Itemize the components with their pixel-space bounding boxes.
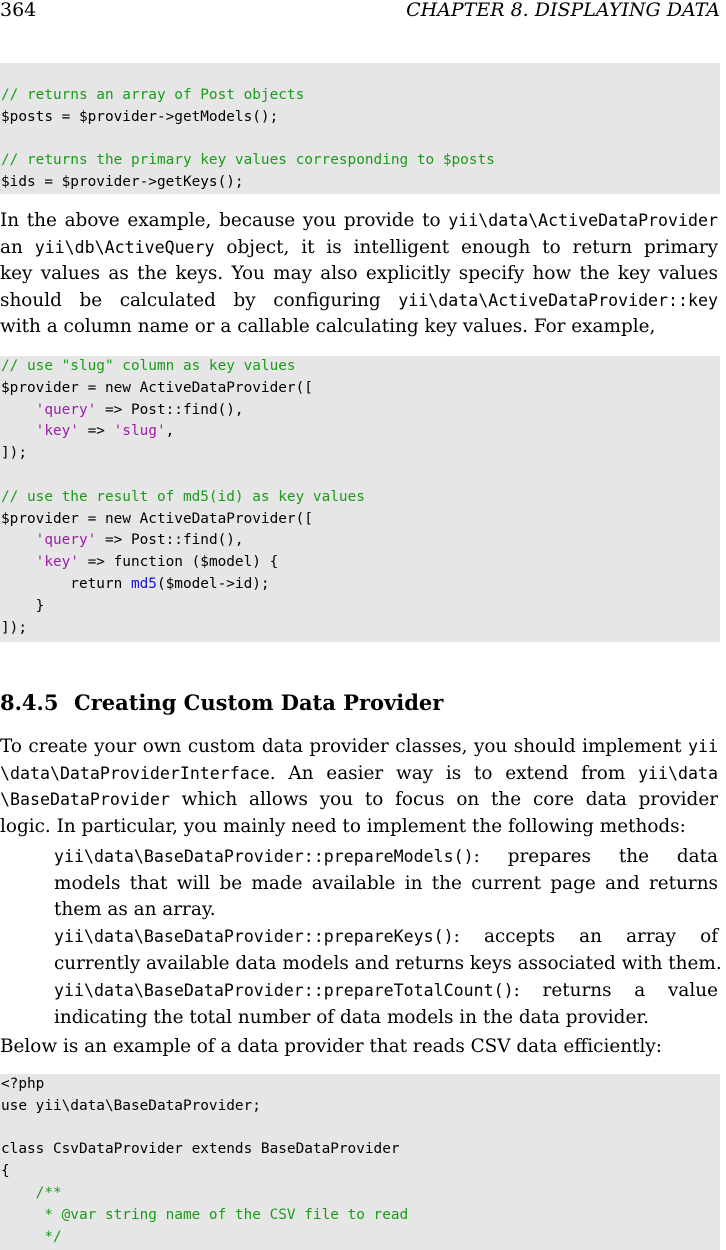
code-token <box>1 554 36 570</box>
text-line <box>0 288 718 315</box>
code-block-key-config <box>0 356 720 642</box>
inline-code[interactable]: \data\DataProviderInterface <box>0 763 270 783</box>
text-line <box>0 814 718 841</box>
code-token: return <box>1 575 131 592</box>
code-comment: */ <box>1 1228 62 1245</box>
code-line <box>0 1227 720 1249</box>
code-comment: /** <box>35 1184 62 1201</box>
text-run: models that will be made available in the current page and returns <box>54 872 718 894</box>
text-line <box>54 1005 718 1032</box>
code-line <box>0 487 720 509</box>
inline-code[interactable]: yii\data\BaseDataProvider::prepareKeys() <box>54 927 454 946</box>
paragraph-active-data-provider <box>0 208 718 341</box>
inline-code[interactable]: yii\data\ActiveDataProvider <box>448 211 718 230</box>
code-token: => Post::find(), <box>96 401 244 418</box>
text-line <box>0 761 718 788</box>
code-string: 'query' <box>35 401 97 418</box>
inline-code[interactable]: yii\data\ActiveDataProvider::key <box>398 290 718 310</box>
method-item-prepare-total-count <box>54 978 718 1031</box>
code-token <box>1 402 36 418</box>
text-line <box>0 261 718 288</box>
text-run: . An easier way is to extend from <box>269 762 639 784</box>
text-line <box>54 871 718 898</box>
code-string: 'key' <box>35 554 79 571</box>
text-run: Below is an example of a data provider that reads CSV data efficiently: <box>0 1036 662 1057</box>
code-line <box>0 356 720 378</box>
text-line <box>0 734 718 761</box>
code-token: , <box>165 423 175 440</box>
method-item-prepare-models <box>54 844 718 924</box>
code-line <box>0 1074 720 1096</box>
text-run: To create your own custom data provider classes, you should implement <box>0 736 689 757</box>
chapter-title: CHAPTER 8. DISPLAYING DATA <box>406 0 720 21</box>
text-run: indicating the total number of data models in the data provider. <box>54 1006 649 1028</box>
section-heading <box>0 690 443 715</box>
inline-code[interactable]: yii\data\BaseDataProvider::prepareModels() <box>54 847 474 866</box>
code-line <box>0 530 720 552</box>
inline-code[interactable]: yii\db\ActiveQuery <box>34 237 215 257</box>
text-run: object, it is intelligent enough to return primary <box>214 236 718 258</box>
code-block-csv-provider <box>0 1074 720 1250</box>
code-line <box>0 509 720 531</box>
text-line <box>54 951 722 978</box>
code-string: 'slug' <box>113 423 166 440</box>
code-token: { <box>1 1163 10 1180</box>
text-line <box>0 1034 718 1061</box>
text-run: should be calculated by configuring <box>0 289 399 311</box>
code-line <box>0 1161 720 1183</box>
text-run: : prepares the data <box>473 846 718 867</box>
text-run: an <box>0 236 35 258</box>
code-line <box>0 150 720 172</box>
page-header <box>0 0 720 24</box>
code-line <box>0 1139 720 1161</box>
code-line <box>0 465 720 487</box>
inline-code[interactable]: yii\data <box>638 763 718 783</box>
code-token: ]); <box>1 619 27 636</box>
code-block-get-models <box>0 63 720 194</box>
text-run: : returns a value <box>513 980 718 1001</box>
code-token: use yii\data\BaseDataProvider; <box>1 1097 261 1114</box>
text-line <box>0 787 718 814</box>
code-line <box>0 1183 720 1205</box>
code-line <box>0 400 720 422</box>
text-run: them as an array. <box>54 899 216 921</box>
section-title: Creating Custom Data Provider <box>74 690 444 715</box>
code-token: } <box>1 597 45 614</box>
code-comment: // use the result of md5(id) as key values <box>1 488 365 505</box>
code-token: $provider = new ActiveDataProvider([ <box>1 379 313 396</box>
code-line <box>0 574 720 596</box>
text-run: key values as the keys. You may also explicitly specify how the key values <box>0 263 718 285</box>
code-string: 'query' <box>35 532 97 549</box>
code-token: => function ($model) { <box>78 554 279 571</box>
code-line <box>0 596 720 618</box>
code-token: => Post::find(), <box>96 532 244 549</box>
inline-code[interactable]: yii\data\BaseDataProvider::prepareTotalCount() <box>54 981 514 1000</box>
code-token <box>1 532 36 548</box>
code-line <box>0 1118 720 1140</box>
text-line <box>0 314 718 341</box>
code-line <box>0 421 720 443</box>
text-line <box>54 924 718 951</box>
text-line <box>0 235 718 262</box>
paragraph-csv-example <box>0 1034 718 1061</box>
text-run: In the above example, because you provide to <box>0 210 449 231</box>
code-token: $provider = new ActiveDataProvider([ <box>1 510 313 527</box>
method-item-prepare-keys <box>54 924 722 977</box>
code-token: ]); <box>1 445 27 462</box>
code-token: $posts = $provider->getModels(); <box>1 108 279 125</box>
code-token <box>1 1185 36 1201</box>
section-number: 8.4.5 <box>0 690 59 715</box>
code-token: => <box>78 423 114 440</box>
code-string: 'key' <box>35 423 79 440</box>
inline-code[interactable]: \BaseDataProvider <box>0 790 170 810</box>
code-token: $ids = $provider->getKeys(); <box>1 174 244 191</box>
code-line <box>0 443 720 465</box>
code-comment: // returns an array of Post objects <box>1 87 305 103</box>
text-run: currently available data models and returns keys associated with them. <box>54 952 722 974</box>
code-line <box>0 85 720 107</box>
code-comment: * @var string name of the CSV file to read <box>1 1206 409 1223</box>
code-comment: // returns the primary key values corresponding to $posts <box>1 152 495 169</box>
text-run: logic. In particular, you mainly need to implement the following methods: <box>0 815 686 837</box>
code-comment: // use "slug" column as key values <box>1 358 296 374</box>
code-token: ($model->id); <box>156 575 270 592</box>
text-line <box>0 208 718 235</box>
code-line <box>0 1205 720 1227</box>
text-line <box>54 844 718 871</box>
code-line <box>0 552 720 574</box>
code-function: md5 <box>130 575 157 592</box>
inline-code[interactable]: yii <box>688 737 718 756</box>
code-line <box>0 1096 720 1118</box>
code-line <box>0 107 720 129</box>
page-number: 364 <box>0 0 37 21</box>
code-token <box>1 423 36 439</box>
text-line <box>54 978 718 1005</box>
code-line <box>0 378 720 400</box>
code-token: <?php <box>1 1076 45 1092</box>
text-run: with a column name or a callable calculating key values. For example, <box>0 316 656 338</box>
code-token: class CsvDataProvider extends BaseDataProvider <box>1 1141 400 1158</box>
code-line <box>0 129 720 151</box>
text-line <box>54 897 718 924</box>
code-line <box>0 618 720 640</box>
text-run: which allows you to focus on the core data provider <box>169 789 718 811</box>
paragraph-custom-provider <box>0 734 718 840</box>
code-line <box>0 172 720 194</box>
text-run: : accepts an array of <box>453 926 718 947</box>
